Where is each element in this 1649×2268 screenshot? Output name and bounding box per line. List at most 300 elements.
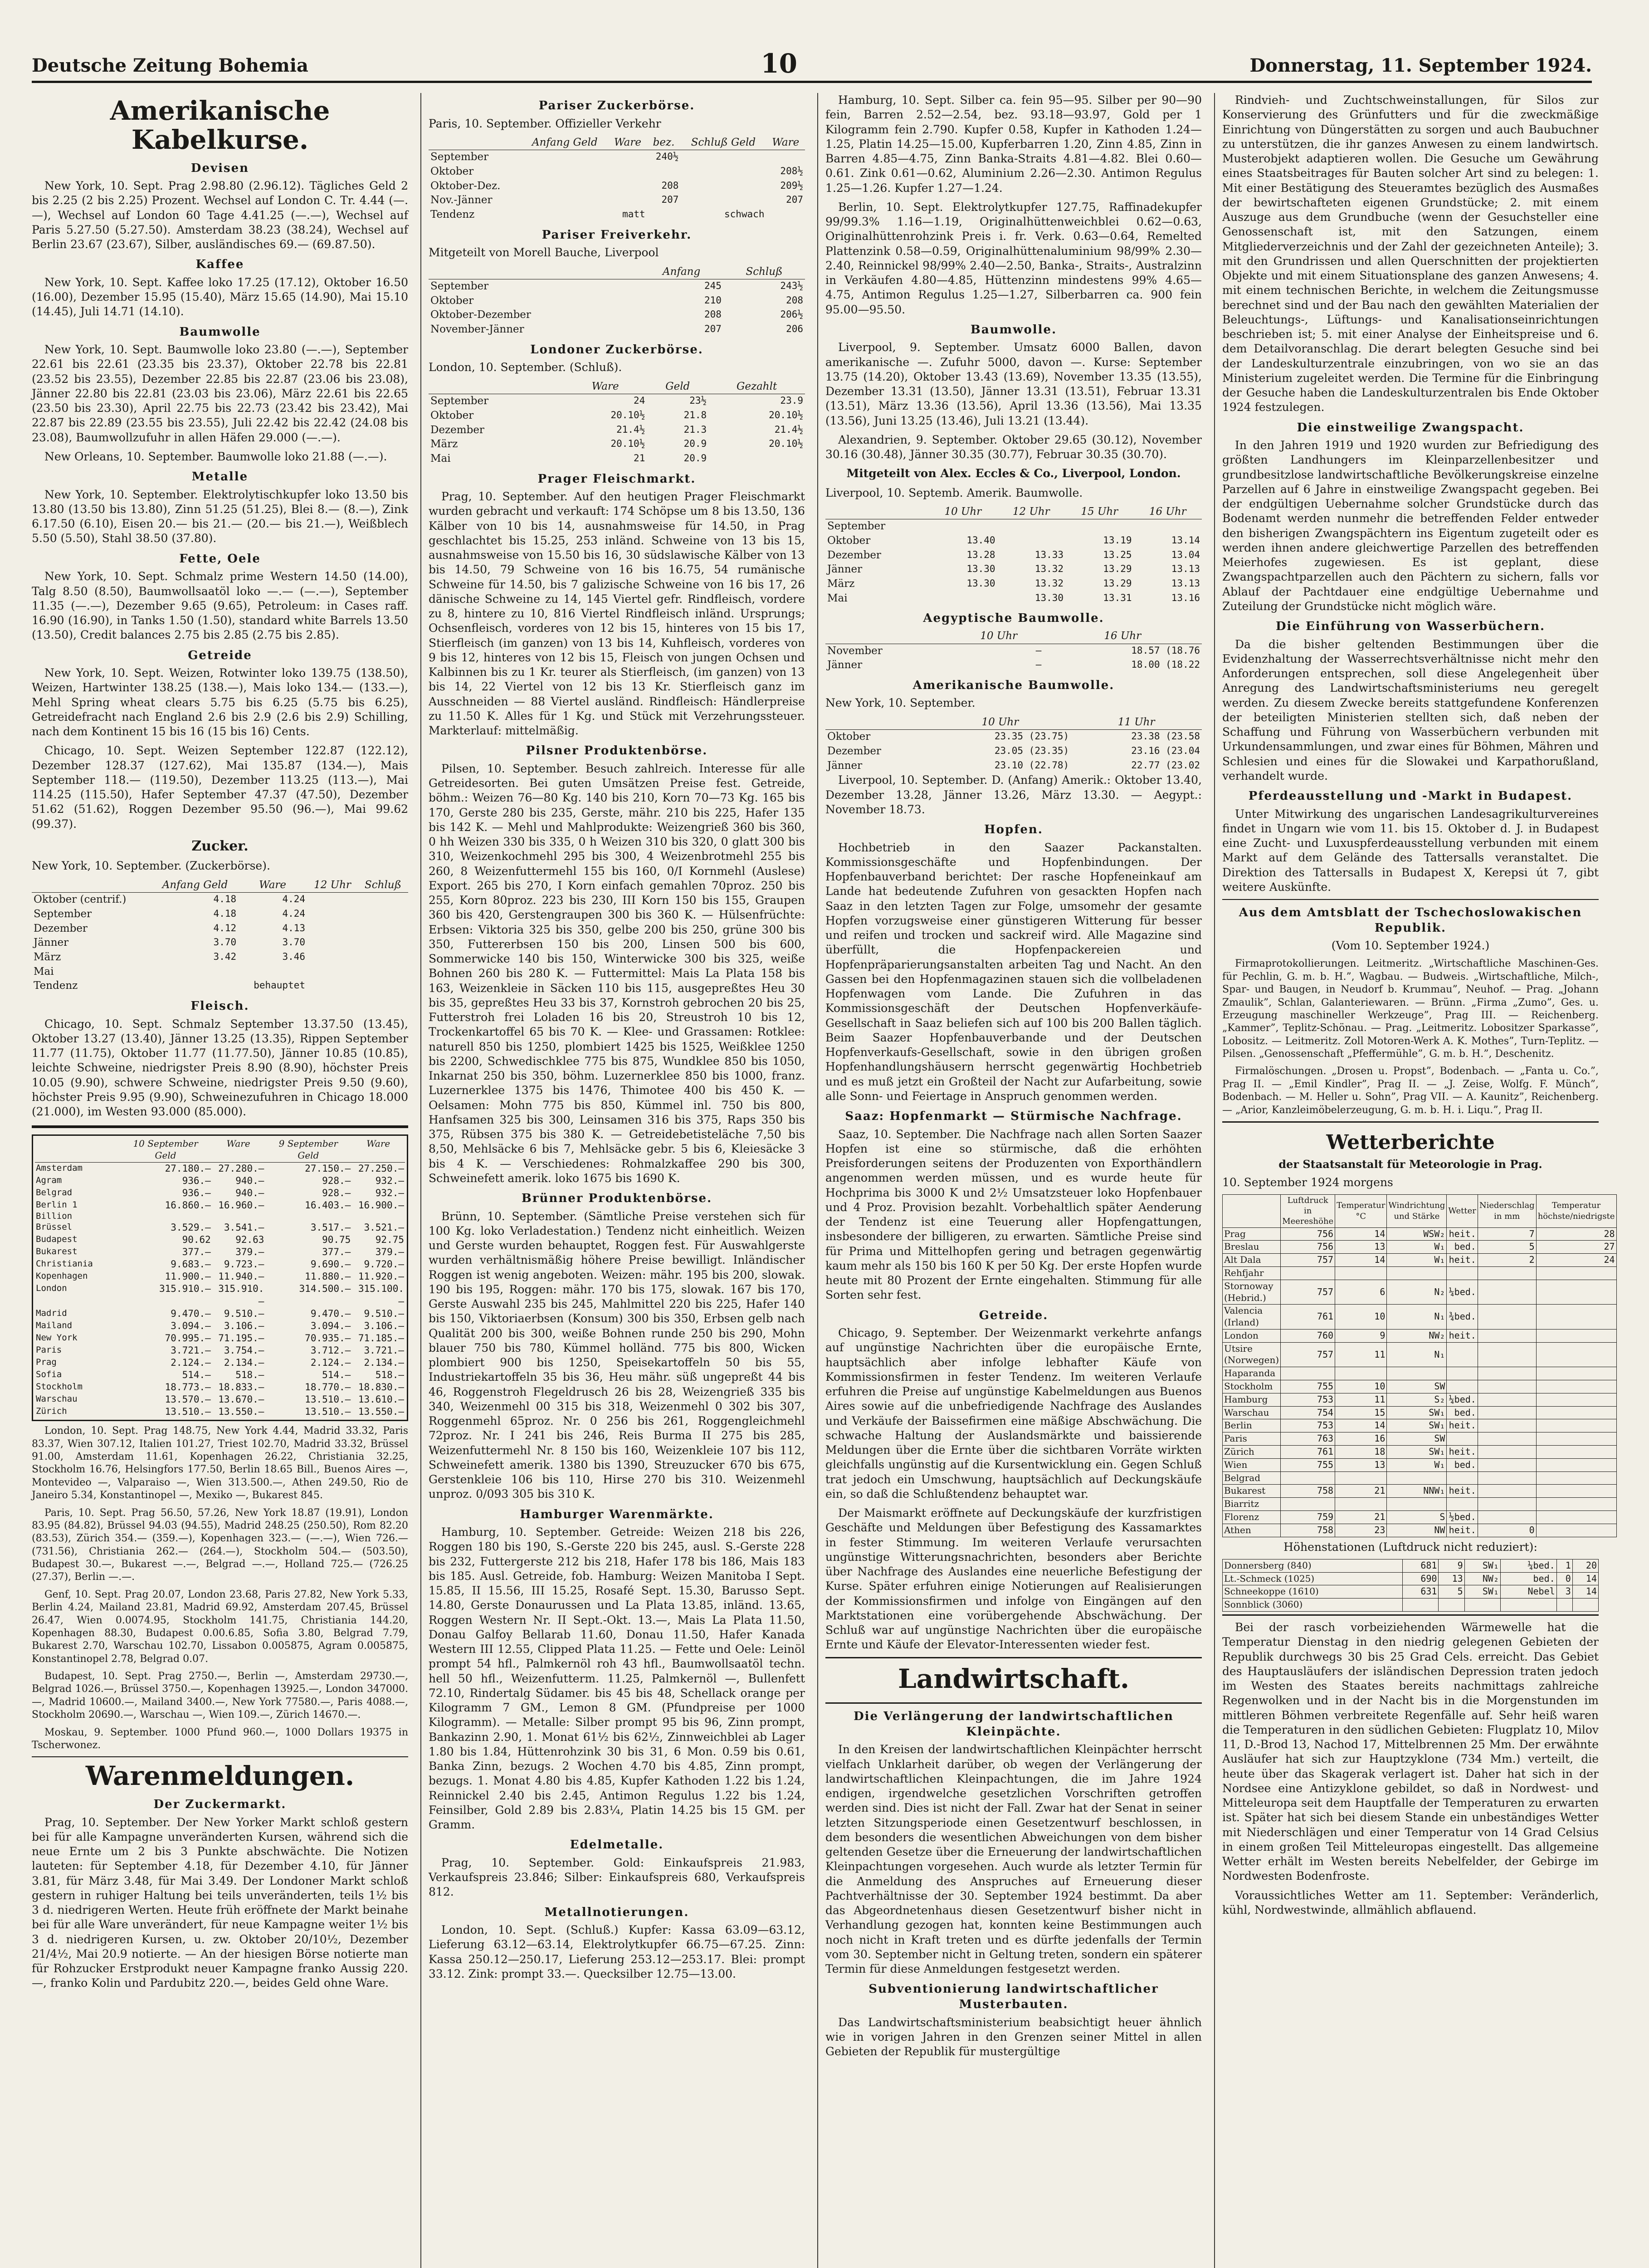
table-cell: 758 [1281, 1524, 1335, 1537]
table-cell: S [1387, 1511, 1447, 1524]
section-bruenner: Brünner Produktenbörse. [521, 1192, 712, 1206]
article-paragraph: New York, 10. Sept. Baumwolle loko 23.80 (—.—), September 22.61 bis 22.61 (23.35 bis 23.37), Oktober 22.78 bis 22.81 (23.52 bis 23.55), Dezember 22.85 bis 22.87 (23.06 bis 23.08), Jänner 22.80 bis 22.81 (23.03 bis 23.06), März 22.61 bis 22.65 (23.50 bis 23.30), April 22.75 bis 22.73 (23.42 bis 23.42), Mai 22.87 bis 22.89 (23.55 bis 23.55), Juli 22.42 bis 22.42 (24.08 bis 23.08), Baumwollzufuhr in allen Häfen 29.000 (—.—). [32, 343, 408, 444]
table-cell [307, 907, 358, 922]
table-cell [1478, 1511, 1536, 1524]
table-caption: Paris, 10. September. Offizieller Verkehr [429, 117, 661, 130]
table-cell [1281, 1367, 1335, 1380]
table-cell: 28 [1536, 1227, 1616, 1241]
table-header-cell [825, 629, 954, 644]
row-label: Zürich [1223, 1446, 1281, 1459]
table-cell: 16.403.— [305, 1200, 351, 1211]
row-label: Prag [1223, 1227, 1281, 1241]
table-caption: London, 10. September. (Schluß). [429, 361, 622, 374]
table-cell: 11.900.— [165, 1271, 211, 1282]
table-row [429, 165, 805, 179]
table-cell: 20.10½ [610, 438, 645, 450]
article-paragraph: Der Maismarkt eröffnete auf Deckungskäufe der kurzfristigen Geschäfte und Meldungen über Befestigung des Kassamarktes in fester Stimmung. Im weiteren Verlaufe verursachten ungünstige Witterungsnachrichten, besonders aber Berichte über Nachfrage des Auslandes eine neuerliche Befestigung der Kurse. Später erfuhren einige Notierungen auf Realisierungen der Kommissionsfirmen und infolge von Eingängen auf den Marktstationen eine vorübergehende Abschwächung. Der Schluß war auf ungünstige Nachrichten über die europäische Ernte und Käufe der Elevator-Interessenten wieder fest. [825, 1506, 1202, 1652]
table-cell: 757 [1281, 1280, 1335, 1305]
table-cell: matt [622, 209, 645, 220]
table-cell [929, 519, 997, 534]
table-row [825, 519, 1202, 534]
table-cell [680, 193, 766, 208]
table-cell: 13.16 [1171, 592, 1200, 603]
table-row [35, 1320, 405, 1332]
row-label: Jänner [34, 937, 69, 949]
section-amerik: Amerikanische Baumwolle. [912, 678, 1115, 692]
table-caption: Mitgeteilt von Alex. Eccles & Co., Liverpool, London. [846, 467, 1181, 480]
table-header-cell: bez. [647, 136, 681, 150]
section-aegypt: Aegyptische Baumwolle. [923, 611, 1104, 626]
table-cell: 3.541.— [224, 1222, 264, 1233]
table-cell: 14 [1335, 1254, 1387, 1267]
row-label: September [34, 908, 92, 920]
table-cell: 13.29 [1103, 578, 1132, 589]
table-row [1223, 1559, 1599, 1572]
table-cell: 11 [1335, 1342, 1387, 1367]
table-header-cell: Windrichtung und Stärke [1387, 1194, 1447, 1227]
article-paragraph: New York, 10. Sept. Prag 2.98.80 (2.96.12). Tägliches Geld 2 bis 2.25 (2 bis 2.25) Prozent. Wechsel auf London C. Tr. 4.44 (—.—), Wechsel auf London 60 Tage 4.41.25 (—.—), Wechsel auf Paris 5.27.50 (5.27.50). Amsterdam 38.23 (38.24), Wechsel auf Berlin 23.67 (23.67), Silber, ausländisches 69.— (69.87.50). [32, 179, 408, 251]
article-paragraph: Brünn, 10. September. (Sämtliche Preise verstehen sich für 100 Kg. loko Verladestation.) Tendenz nicht einheitlich. Weizen und Gerste wurden behauptet, Roggen fest. Für Auswahlgerste wurden verhältnismäßig höhere Preise bewilligt. Inländischer Roggen ist wenig angeboten. Weizen: mähr. 195 bis 200, slowak. 190 bis 195, Roggen: mähr. 170 bis 175, slowak. 167 bis 170, Gerste Auswahl 235 bis 245, Mahlmittel 220 bis 225, Hafer 140 bis 150, Viktoriaerbsen (Konsum) 300 bis 350, Erbsen gelb nach Qualität 200 bis 300, weiße Bohnen runde 250 bis 290, Mohn blauer 750 bis 780, Kümmel holländ. 775 bis 800, Wicken plombiert 900 bis 1250, Speisekartoffeln 50 bis 55, Industriekartoffeln 35 bis 36, Heu mähr. süß ungepreßt 44 bis 46, Roggenstroh Flegeldrusch 26 bis 28, Weizengrieß 335 bis 340, Weizenmehl 00 315 bis 318, Weizenmehl 0 302 bis 307, Roggenmehl 65proz. Nr. 0 256 bis 261, Roggengleichmehl 72proz. Nr. I 241 bis 246, Reis Burma II 275 bis 285, Weizenfuttermehl Nr. 8 150 bis 160, Weizenkleie 107 bis 112, Schweinefett amerik. 1380 bis 1390, Streuzucker 670 bis 675, Gerstenkleie 106 bis 110, Hirse 270 bis 310. Weizenmehl unproz. 0/093 305 bis 310 K. [429, 1209, 805, 1501]
table-header-cell: 16 Uhr [1134, 505, 1202, 519]
table-cell [1335, 1367, 1387, 1380]
row-label: Oktober [430, 409, 474, 421]
table-header-cell [35, 1138, 119, 1162]
table-row [1223, 1485, 1617, 1498]
row-label: Tendenz [34, 980, 78, 992]
table-cell: 71.185.— [358, 1332, 404, 1344]
section-metalle: Metalle [191, 470, 249, 484]
table-cell [358, 950, 408, 965]
table-caption: New York, 10. September. [825, 696, 976, 710]
table-cell: 5 [1478, 1241, 1536, 1254]
table-cell: 71.195.— [218, 1332, 264, 1344]
table-header-cell: Ware [212, 1138, 265, 1162]
row-label: Alt Dala [1223, 1254, 1281, 1267]
table-cell: SW₁ [1387, 1419, 1447, 1432]
table-cell [1536, 1329, 1616, 1342]
table-cell: 14 [1335, 1419, 1387, 1432]
table-header-cell: Ware [351, 1138, 405, 1162]
table-cell: 23.35 (23.75) [994, 731, 1069, 742]
table-cell: 206½ [780, 309, 803, 320]
table-cell [1478, 1458, 1536, 1471]
column-3 [825, 93, 1202, 2268]
article-paragraph: New York, 10. September. Elektrolytischkupfer loko 13.50 bis 13.80 (13.50 bis 13.80), Zinn 51.25 (51.25), Blei 8.— (8.—), Zink 6.17.50 (6.10), Eisen 20.— bis 21.— (20.— bis 21.—), Weißblech 5.50 (5.50), Stahl 38.50 (37.80). [32, 488, 408, 545]
row-label: Stornoway (Hebrid.) [1223, 1280, 1281, 1305]
table-cell [358, 965, 408, 979]
article-paragraph: New York, 10. Sept. Kaffee loko 17.25 (17.12), Oktober 16.50 (16.00), Dezember 15.95 (15.40), März 15.65 (14.90), Mai 15.10 (14.45), Juli 14.71 (14.10). [32, 275, 408, 318]
table-cell [1134, 519, 1202, 534]
table-cell [1447, 1266, 1478, 1280]
table-cell: N₂ [1387, 1280, 1447, 1305]
table-cell: 23½ [689, 395, 707, 406]
row-label: Oktober [430, 294, 474, 307]
table-row [35, 1175, 405, 1187]
table-cell: 13.32 [1034, 578, 1064, 589]
headline-kabelkurse: Amerikanische Kabelkurse. [110, 95, 330, 155]
table-row [1223, 1305, 1617, 1330]
table-row [1223, 1511, 1617, 1524]
table-row [429, 409, 805, 423]
amerik-table [825, 715, 1202, 773]
table-cell [521, 193, 608, 208]
table-cell: 16.900.— [358, 1200, 404, 1211]
table-cell: SW₁ [1387, 1446, 1447, 1459]
divider [32, 1125, 408, 1128]
table-cell: 21.4½ [774, 424, 803, 435]
table-cell [1447, 1498, 1478, 1511]
table-header-cell: 10 Uhr [929, 505, 997, 519]
table-cell: 3.106.— [364, 1320, 404, 1331]
table-cell: 20.10½ [769, 409, 803, 420]
table-cell: 14 [1572, 1585, 1598, 1598]
table-cell: 0 [1556, 1572, 1572, 1585]
article-paragraph: Genf, 10. Sept. Prag 20.07, London 23.68, Paris 27.82, New York 5.33, Berlin 4.24, Mailand 23.81, Madrid 69.92, Amsterdam 207.45, Brüssel 26.47, Wien 0.0074.95, Stockholm 141.75, Christiania 144.20, Kopenhagen 88.30, Budapest 0.00.6.85, Sofia 3.80, Belgrad 7.79, Bukarest 2.70, Warschau 102.70, Lissabon 0.005875, Agram 0.005875, Konstantinopel 2.78, Belgrad 0.07. [32, 1589, 408, 1665]
row-label: Stockholm [36, 1382, 83, 1392]
table-cell: 20.10½ [610, 409, 645, 420]
section-zwangspacht: Die einstweilige Zwangspacht. [1297, 420, 1524, 435]
table-row [1223, 1406, 1617, 1419]
table-header-cell: 9 September Geld [265, 1138, 351, 1162]
table-cell: 936.— [182, 1188, 211, 1198]
table-row [429, 193, 805, 208]
table-cell: 3.70 [282, 937, 306, 948]
table-row [825, 548, 1202, 563]
table-cell: 3.754.— [224, 1344, 264, 1356]
table-header-cell [32, 878, 152, 893]
table-cell [1447, 1432, 1478, 1446]
table-cell: 2.124.— [171, 1357, 211, 1368]
table-row [35, 1271, 405, 1283]
table-row [1223, 1254, 1617, 1267]
table-row [1223, 1329, 1617, 1342]
table-row [35, 1234, 405, 1246]
table-cell: 13.14 [1171, 535, 1200, 546]
section-london-zucker: Londoner Zuckerbörse. [530, 342, 703, 357]
table-cell [680, 150, 766, 165]
table-row [429, 423, 805, 438]
row-label: Prag [36, 1357, 57, 1367]
table-cell: heit. [1447, 1524, 1478, 1537]
table-cell: 206 [786, 323, 803, 335]
table-cell: 9.510.— [224, 1308, 264, 1319]
table-cell [152, 965, 238, 979]
table-cell: 932.— [375, 1175, 404, 1186]
table-cell [1536, 1524, 1616, 1537]
table-cell: 3.517.— [310, 1222, 351, 1233]
table-cell [307, 922, 358, 936]
table-row [429, 323, 805, 337]
table-cell: 13 [1439, 1572, 1464, 1585]
table-cell [1335, 1498, 1387, 1511]
table-cell: W₁ [1387, 1241, 1447, 1254]
table-cell: 760 [1281, 1329, 1335, 1342]
table-cell: W₁ [1387, 1254, 1447, 1267]
headline-landwirtschaft: Landwirtschaft. [898, 1663, 1130, 1694]
table-cell: 315.100.— [358, 1283, 404, 1307]
table-header-cell: Anfang [639, 265, 723, 279]
table-cell: 7 [1478, 1227, 1536, 1241]
section-metallnotierungen: Metallnotierungen. [544, 1905, 689, 1919]
table-cell: 315.910.— [159, 1283, 211, 1295]
article-paragraph: Chicago, 10. Sept. Schmalz September 13.37.50 (13.45), Oktober 13.27 (13.40), Jänner 13.25 (13.35), Rippen September 11.77 (11.75), Oktober 11.77 (11.77.50), Jänner 10.85 (10.85), leichte Schweine, niedrigster Preis 8.90 (8.90), höchster Preis 10.05 (9.90), schwere Schweine, niedrigster Preis 9.50 (9.60), höchster Preis 9.95 (9.90), Schweinezufuhren in Chicago 18.000 (21.000), im Westen 93.000 (85.000). [32, 1017, 408, 1118]
table-row [35, 1162, 405, 1175]
table-cell [307, 979, 358, 993]
row-label: London [1223, 1329, 1281, 1342]
table-cell: 11.940.— [218, 1271, 264, 1282]
article-paragraph: Unter Mitwirkung des ungarischen Landesagrikulturvereines findet in Ungarn wie vom 11. bis 15. Oktober d. J. in Budapest eine Zucht- und Luxuspferdeausstellung verbunden mit einem Markt auf dem Gelände des Tattersalls veranstaltet. Die Direktion des Tattersalls in Budapest X, Kerepsi út 7, gibt weitere Auskünfte. [1222, 807, 1599, 894]
row-label: Belgrad [36, 1188, 73, 1198]
issue-date: Donnerstag, 11. September 1924. [1249, 55, 1592, 76]
table-cell: 13.610.— [358, 1394, 404, 1405]
table-cell [1387, 1367, 1447, 1380]
row-label: Breslau [1223, 1241, 1281, 1254]
table-cell: 70.935.— [305, 1332, 351, 1344]
divider [32, 1756, 408, 1757]
table-cell: 13.30 [1034, 592, 1064, 603]
table-cell: NW [1387, 1524, 1447, 1537]
table-cell: 3.094.— [171, 1320, 211, 1331]
table-cell: 13.33 [1034, 549, 1064, 560]
table-cell: 13.31 [1103, 592, 1132, 603]
table-cell: 932.— [375, 1188, 404, 1198]
table-cell: 756 [1281, 1227, 1335, 1241]
table-cell: ¼bed. [1501, 1559, 1557, 1572]
table-cell: 9.720.— [364, 1259, 404, 1270]
table-cell: 24 [634, 395, 645, 406]
table-cell: 13.510.— [165, 1406, 211, 1418]
table-cell: S₂ [1387, 1393, 1447, 1406]
table-cell: 210 [704, 294, 722, 306]
row-label: Mailand [36, 1320, 73, 1330]
table-cell: 20.9 [683, 452, 707, 464]
table-cell: 755 [1281, 1458, 1335, 1471]
table-cell [997, 534, 1065, 548]
row-label: Donnersberg (840) [1223, 1559, 1403, 1572]
table-cell: 9.470.— [171, 1308, 211, 1319]
hoehen-table [1222, 1559, 1599, 1612]
row-label: Stockholm [1223, 1380, 1281, 1393]
table-row [825, 744, 1202, 759]
table-cell [521, 150, 608, 165]
table-row [35, 1222, 405, 1234]
table-caption: Mitgeteilt von Morell Bauche, Liverpool [429, 246, 659, 259]
table-cell [1536, 1406, 1616, 1419]
row-label: Nov.-Jänner [430, 194, 493, 206]
table-cell: 759 [1281, 1511, 1335, 1524]
table-cell: 3 [1556, 1585, 1572, 1598]
table-cell: — [1035, 659, 1042, 670]
table-header-cell: Geld [647, 380, 708, 394]
table-cell [1536, 1498, 1616, 1511]
table-cell: 518.— [375, 1369, 404, 1381]
article-paragraph: Liverpool, 9. September. Umsatz 6000 Ballen, davon amerikanische —. Zufuhr 5000, davon —. Kurse: September 13.75 (14.20), Oktober 13.43 (13.69), November 13.35 (13.55), Dezember 13.31 (13.50), Jänner 13.31 (13.51), Februar 13.31 (13.51), März 13.36 (13.56), April 13.36 (13.56), Mai 13.35 (13.56), Juni 13.25 (13.46), Juli 13.21 (13.44). [825, 341, 1202, 427]
row-label: November-Jänner [430, 323, 524, 336]
article-paragraph: Prag, 10. September. Der New Yorker Markt schloß gestern bei für alle Kampagne unveränderten Kursen, während sich die neue Ernte um 2 bis 3 Punkte abschwächte. Die Notizen lauteten: für September 4.18, für Dezember 4.10, für Jänner 3.81, für März 3.48, für Mai 3.49. Der Londoner Markt schloß gestern in ruhiger Haltung bei teils unveränderten, teils 1½ bis 3 d. niedrigeren Werten. Heute früh eröffnete der Markt beinahe bei für alle Ware unverändert, für neue Kampagne weiter 1½ bis 3 d. niedrigeren Kursen, u. zw. Oktober 20/10½, Dezember 21/4½, Mai 20.9 notierte. — An der hiesigen Börse notierte man für Rohzucker Erstprodukt neuer Kampagne franko Aussig 220.—, franko Kolin und Pardubitz 220.—, beides Geld ohne Ware. [32, 1815, 408, 1990]
table-header-cell [429, 136, 521, 150]
table-cell: 763 [1281, 1432, 1335, 1446]
table-cell: 21 [634, 452, 645, 464]
table-cell: ¼bed. [1447, 1393, 1478, 1406]
table-cell: 27.250.— [358, 1163, 404, 1174]
table-cell: 207 [786, 194, 803, 205]
table-cell: 6 [1335, 1280, 1387, 1305]
table-cell: 13.670.— [218, 1394, 264, 1405]
row-label: Oktober-Dez. [430, 180, 501, 192]
paris-table [429, 136, 805, 222]
row-label: September [430, 280, 489, 293]
table-cell: 18.57 (18.76 [1131, 645, 1200, 656]
table-header-row [825, 715, 1202, 730]
table-cell: bed. [1447, 1458, 1478, 1471]
row-label: Mai [34, 965, 54, 978]
row-label: Florenz [1223, 1511, 1281, 1524]
table-cell: 377.— [322, 1246, 351, 1258]
section-prager-fleisch: Prager Fleischmarkt. [537, 472, 696, 486]
table-cell: 10 [1335, 1305, 1387, 1330]
table-header-cell: 16 Uhr [1043, 629, 1202, 644]
table-header-row [429, 265, 805, 279]
table-cell: 23.9 [780, 395, 803, 406]
section-wasserbuecher: Die Einführung von Wasserbüchern. [1275, 620, 1546, 634]
table-cell: N₁ [1387, 1305, 1447, 1330]
article-paragraph: Berlin, 10. Sept. Elektrolytkupfer 127.75, Raffinadekupfer 99/99.3% 1.16—1.19, Originalhüttenweichblei 0.62—0.63, Originalhüttenrohzink Preis i. fr. Verk. 0.63—0.64, Remelted Plattenzink 0.58—0.59, Originalhüttenaluminium 98/99% 2.30—2.40, Reinnickel 98/99% 2.40—2.50, Banka-, Straits-, Australzinn in Verkäufen 4.80—4.85, Hüttenzinn mindestens 99% 4.65—4.75, Antimon Regulus 1.25—1.27, Silberbarren ca. 900 fein 95.00—95.50. [825, 200, 1202, 316]
table-row [35, 1381, 405, 1393]
table-cell [1536, 1266, 1616, 1280]
table-header-cell: Ware [564, 380, 647, 394]
table-cell [1536, 1432, 1616, 1446]
row-label: Dezember [827, 745, 881, 757]
table-row [429, 208, 805, 222]
row-label: Haparanda [1223, 1367, 1281, 1380]
table-header-cell: Niederschlag in mm [1478, 1194, 1536, 1227]
table-cell: 377.— [182, 1246, 211, 1258]
table-cell: 928.— [322, 1188, 351, 1198]
article-paragraph: Hochbetrieb in den Saazer Packanstalten. Kommissionsgeschäfte und Hopfenbindungen. Der Hopfenbauverband berichtet: Der rasche Hopfeneinkauf am Lande hat bedeutende Zufuhren von gesackten Hopfen nach Saaz in den letzten Tagen zur Folge, umsomehr der gesamte Hopfen vorzugsweise einer günstigeren Witterung für besser und reifen und trocken und sackreif wird. Alle Magazine sind überfüllt, die Hopfenpackereien und Hopfenpräparierungsanstalten arbeiten Tag und Nacht. An den Gassen bei den Hopfenmagazinen stauen sich die vollbeladenen Hopfenwagen vom Lande. Die Zufuhren in das Kommissionsgeschäft der Deutschen Hopfenverkäufe-Gesellschaft in Saaz beliefen sich auf 100 bis 200 Ballen täglich. Beim Saazer Hopfenbauverbande und der Deutschen Hopfenverkaufs-Gesellschaft, sowie in den übrigen großen Hopfenhandlungshäusern herrscht gegenwärtig Hochbetrieb und es muß jetzt ein Großteil der Nacht zur Aufarbeitung, sowie alle Sonn- und Feiertage in Anspruch genommen werden. [825, 841, 1202, 1103]
row-label: Oktober [827, 535, 871, 547]
table-header-row [825, 505, 1202, 519]
table-cell [1335, 1471, 1387, 1485]
table-cell [1478, 1498, 1536, 1511]
article-paragraph: Chicago, 9. September. Der Weizenmarkt verkehrte anfangs auf ungünstige Nachrichten über die europäische Ernte, hauptsächlich aber infolge lebhafter Käufe von Kommissionsfirmen in fester Tendenz. Im weiteren Verlaufe erfuhren die Preise auf ungünstige Kabelmeldungen aus Buenos Aires sowie auf die unbefriedigende Nachfrage des Auslandes und Verkäufe der Baissefirmen eine mäßige Abschwächung. Die schwache Haltung der Auslandsmärkte und baissierende Meldungen über die Ernte über die sichtbaren Vorräte wirkten gleichfalls ungünstig auf die Kursentwicklung ein. Gegen Schluß trat jedoch ein Umschwung, hauptsächlich auf Deckungskäufe ein, so daß die Schlußtendenz behauptet war. [825, 1326, 1202, 1501]
table-cell: 18 [1335, 1446, 1387, 1459]
table-row [1223, 1498, 1617, 1511]
table-cell: 9.690.— [310, 1259, 351, 1270]
table-cell: heit. [1447, 1254, 1478, 1267]
table-row [1223, 1524, 1617, 1537]
table-cell: 940.— [235, 1188, 264, 1198]
row-label: Oktober [827, 731, 871, 743]
table-cell: 14 [1572, 1572, 1598, 1585]
table-header-row [429, 380, 805, 394]
table-cell: 18.00 (18.22 [1131, 659, 1200, 670]
row-label: Tendenz [430, 209, 475, 221]
table-cell [307, 965, 358, 979]
table-cell: 3.70 [213, 937, 237, 948]
table-header-cell: Anfang Geld [521, 136, 608, 150]
row-label: Biarritz [1223, 1498, 1281, 1511]
table-cell: 27.150.— [305, 1163, 351, 1174]
table-cell: 761 [1281, 1305, 1335, 1330]
table-cell: 207 [704, 323, 722, 335]
table-cell: 4.24 [282, 894, 306, 905]
table-cell: 3.42 [213, 951, 237, 962]
row-label: Amsterdam [36, 1163, 83, 1173]
row-label: Kopenhagen [36, 1271, 88, 1281]
table-cell: 23 [1335, 1524, 1387, 1537]
table-cell: 0 [1478, 1524, 1536, 1537]
table-cell: 13.13 [1171, 578, 1200, 589]
table-caption: (Vom 10. September 1924.) [1331, 939, 1490, 953]
table-row [1223, 1266, 1617, 1280]
table-cell [1478, 1329, 1536, 1342]
section-verlaengerung: Die Verlängerung der landwirtschaftlichen Kleinpächte. [854, 1710, 1174, 1739]
table-cell: 208½ [780, 166, 803, 177]
table-cell: 5 [1439, 1585, 1464, 1598]
table-cell: 753 [1281, 1393, 1335, 1406]
table-cell: 518.— [235, 1369, 264, 1381]
table-header-cell: Ware [766, 136, 805, 150]
article-paragraph: Hamburg, 10. September. Getreide: Weizen 218 bis 226, Roggen 180 bis 190, S.-Gerste 220 bis 245, ausl. S.-Gerste 228 bis 232, Futtergerste 212 bis 218, Hafer 178 bis 186, Mais 183 bis 185. Ausl. Getreide, fob. Hamburg: Weizen Manitoba I Sept. 15.85, II 15.56, III 15.25, Rosafé Sept. 15.30, Barusso Sept. 14.80, Gerste Donaurussen und La Plata 13.85, inländ. 13.65, Roggen Western Nr. II Sept.-Okt. 13.—, Mais La Plata 11.50, Donau Galfoy Bellarab 11.60, Donau 11.50, Hafer Kanada Western III 12.55, Clipped Plata 11.25. — Fette und Oele: Leinöl prompt 54 hfl., Palmkernöl roh 43 hfl., Baumwollsaatöl techn. hell 50 hfl., Weizenfutterm. 11.25, Palmkernöl —, Bullenfett 72.10, Rindertalg Südamer. bis 45 bis 48, Schellack orange per Kilogramm 7 GM., Lemon 8 GM. (Pfundpreise per 1000 Kilogramm). — Metalle: Silber prompt 95 bis 96, Zinn prompt, Bankazinn 2.90, 1. Monat 61½ bis 62½, Zinnweichblei ab Lager 1.80 bis 1.84, Hüttenrohzink 30 bis 31, 6 Mon. 0.59 bis 0.61, Banka Zinn, bezugs. 2 Wochen 4.70 bis 4.85, Zinn prompt, bezugs. 1. Monat 4.80 bis 4.85, Kupfer Kathoden 1.22 bis 1.24, Reinnickel 2.40 bis 2.45, Antimon Regulus 1.22 bis 1.24, Feinsilber, Gold 2.89 bis 2.83¼, Platin 14.25 bis 15 GM. per Gramm. [429, 1525, 805, 1832]
article-paragraph: New York, 10. Sept. Schmalz prime Western 14.50 (14.00), Talg 8.50 (8.50), Baumwollsaatöl loko —.— (—.—), September 11.35 (—.—), Dezember 9.65 (9.65), Petroleum: in Cases raff. 16.90 (16.90), in Tanks 1.50 (1.50), standard white Barrels 13.50 (13.50), Credit balances 2.75 bis 2.85 (2.75 bis 2.85). [32, 570, 408, 642]
table-cell [307, 936, 358, 950]
table-cell: 21 [1335, 1485, 1387, 1498]
table-row [35, 1406, 405, 1418]
table-cell [1478, 1446, 1536, 1459]
section-getreide: Getreide [188, 648, 252, 662]
table-cell: 13.30 [966, 578, 995, 589]
table-cell: 208 [786, 294, 803, 306]
table-header-cell: 10 September Geld [119, 1138, 211, 1162]
section-edelmetalle: Edelmetalle. [570, 1838, 664, 1852]
table-cell [680, 165, 766, 179]
column-rule [1214, 93, 1215, 2268]
table-cell [1536, 1511, 1616, 1524]
row-label: Rehfjahr [1223, 1266, 1281, 1280]
table-header-cell: Schluß [723, 265, 805, 279]
table-cell: 13.28 [966, 549, 995, 560]
fx-box [32, 1134, 408, 1421]
row-label: September [430, 151, 489, 163]
row-label: London [36, 1283, 67, 1294]
row-label: Bukarest [36, 1246, 78, 1257]
row-label: Wien [1223, 1458, 1281, 1471]
table-cell [1478, 1406, 1536, 1419]
table-cell: bed. [1447, 1241, 1478, 1254]
table-header-cell: Luftdruck in Meereshöhe [1281, 1194, 1335, 1227]
row-label: Dezember [34, 922, 88, 934]
table-cell [358, 936, 408, 950]
table-cell: 21.4½ [616, 424, 645, 435]
table-cell: 756 [1281, 1241, 1335, 1254]
table-cell: 1 [1556, 1559, 1572, 1572]
row-label: Sofia [36, 1369, 62, 1380]
table-cell [1447, 1342, 1478, 1367]
row-label: Sonnblick (3060) [1223, 1598, 1403, 1612]
masthead [32, 49, 1592, 83]
table-cell [997, 519, 1065, 534]
table-cell: 2.134.— [224, 1357, 264, 1368]
table-cell [358, 907, 408, 922]
table-cell [1536, 1305, 1616, 1330]
table-row [1223, 1432, 1617, 1446]
table-cell: ¼bed. [1447, 1280, 1478, 1305]
article-paragraph: London, 10. Sept. (Schluß.) Kupfer: Kassa 63.09—63.12, Lieferung 63.12—63.14, Elektrolytkupfer 66.75—67.25. Zinn: Kassa 250.12—250.17, Lieferung 253.12—253.17. Blei: prompt 33.12. Zink: prompt 33.—. Quecksilber 12.75—13.00. [429, 1923, 805, 1980]
table-cell: 4.18 [213, 894, 237, 905]
article-paragraph: Pilsen, 10. September. Besuch zahlreich. Interesse für alle Getreidesorten. Bei guten Umsätzen Preise fest. Getreide, böhm.: Weizen 76—80 Kg. 140 bis 210, Korn 70—73 Kg. 165 bis 170, Gerste 280 bis 235, Gerste, mähr. 210 bis 225, Hafer 135 bis 142 K. — Mehl und Mahlprodukte: Weizengrieß 360 bis 360, 0 hh Weizen 330 bis 335, 0 h Weizen 310 bis 320, 0 glatt 300 bis 310, Weizenkochmehl 295 bis 300, 4 Weizenbrotmehl 255 bis 260, 8 Weizenfuttermehl 155 bis 160, 0/I Kornmehl (Auslese) Export. 265 bis 270, I Korn einfach gemahlen 70proz. 250 bis 255, Korn 80proz. 223 bis 230, III Korn 150 bis 155, Graupen 360 bis 420, Gerstengraupen 300 bis 360 K. — Hülsenfrüchte: Erbsen: Viktoria 325 bis 350, gelbe 200 bis 250, grüne 300 bis 350, Futtererbsen 150 bis 200, Linsen 500 bis 600, Sommerwicke 140 bis 150, Winterwicke 300 bis 325, weiße Bohnen 260 bis 280 K. — Futtermittel: Mais La Plata 158 bis 163, Weizenkleie in Säcken 110 bis 115, ausgepreßtes Heu 30 bis 35, gepreßtes Heu 33 bis 37, Kornstroh gebrochen 20 bis 25, Futterstroh frei Loladen 16 bis 20, Streustroh 10 bis 12, Trockenkartoffel 65 bis 70 K. — Klee- und Grassamen: Rotklee: naturell 850 bis 1250, plombiert 1425 bis 1525, Weißklee 1250 bis 2200, Schwedischklee 775 bis 875, Wundklee 850 bis 1050, Inkarnat 250 bis 350, böhm. Luzernerklee 850 bis 1000, franz. Luzernerklee 1375 bis 1476, Thimotee 400 bis 450 K. — Oelsamen: Mohn 775 bis 850, Kümmel inl. 750 bis 800, Hanfsamen 325 bis 300, Leinsamen 316 bis 375, Raps 350 bis 375, Rübsen 375 bis 380 K. — Getreidebetisteläche 7,50 bis 8,50, Mehlsäcke 6 bis 7, Mehlsäcke gebr. 5 bis 6, Kleiesäcke 3 bis 4 K. — Verschiedenes: Rohmalzkaffee 290 bis 300, Schweinefett amerik. loko 1675 bis 1690 K. [429, 762, 805, 1185]
row-label: Oktober (centrif.) [34, 894, 127, 906]
table-caption: Liverpool, 10. Septemb. Amerik. Baumwolle. [825, 486, 1083, 499]
